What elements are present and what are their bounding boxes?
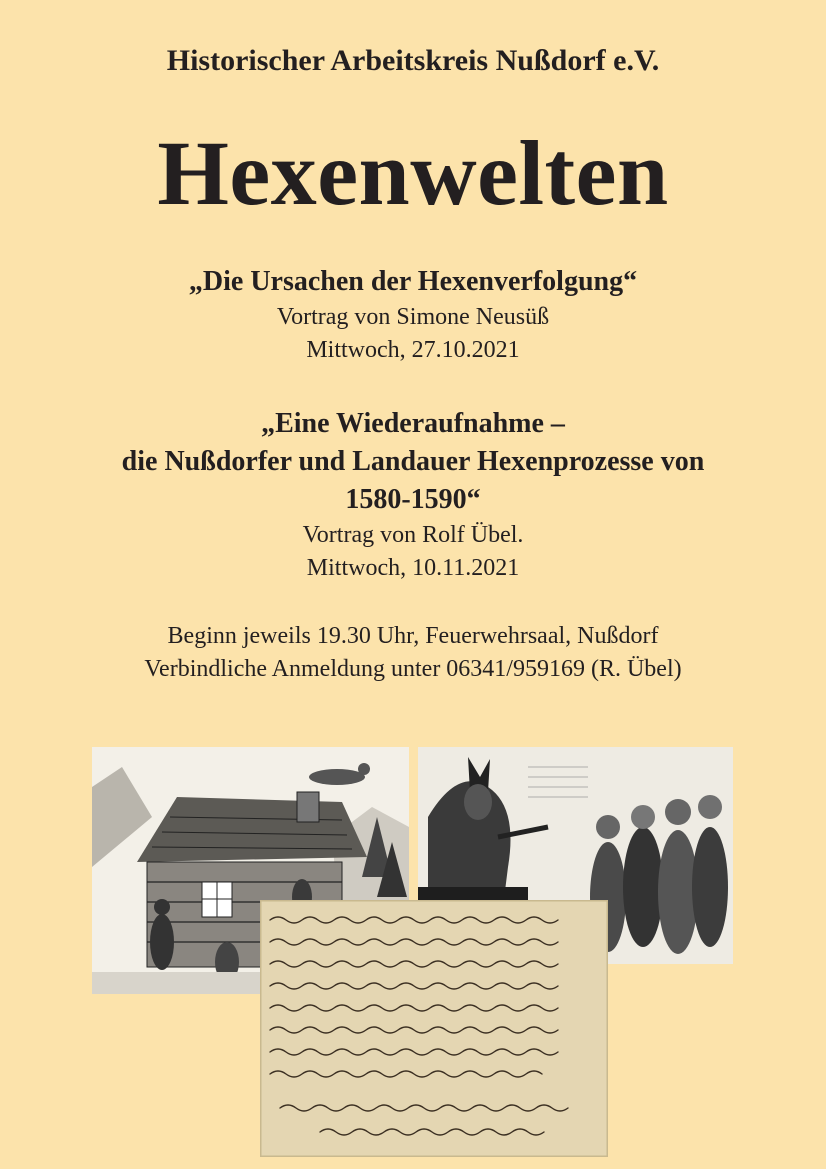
event-time-location: Beginn jeweils 19.30 Uhr, Feuerwehrsaal, Nußdorf (167, 623, 659, 649)
page-title: Hexenwelten (157, 122, 669, 224)
registration-info: Verbindliche Anmeldung unter 06341/959169 (R. Übel) (144, 656, 682, 682)
talk-2-date: Mittwoch, 10.11.2021 (306, 555, 520, 581)
talk-2-speaker: Vortrag von Rolf Übel. (302, 522, 524, 548)
talk-1 (0, 263, 826, 367)
organization-name: Historischer Arbeitskreis Nußdorf e.V. (166, 44, 660, 77)
talk-2 (0, 405, 826, 585)
talk-2-title-line-2: die Nußdorfer und Landauer Hexenprozesse von (121, 446, 705, 477)
talk-2-title-line-1: „Eine Wiederaufnahme – (261, 408, 565, 439)
talk-2-title-line-3: 1580-1590“ (345, 484, 481, 515)
handwritten-document-image (260, 900, 608, 1157)
event-info (0, 620, 826, 686)
talk-1-title: „Die Ursachen der Hexenverfolgung“ (188, 266, 638, 297)
talk-1-speaker: Vortrag von Simone Neusüß (276, 304, 550, 330)
talk-1-date: Mittwoch, 27.10.2021 (306, 337, 520, 363)
